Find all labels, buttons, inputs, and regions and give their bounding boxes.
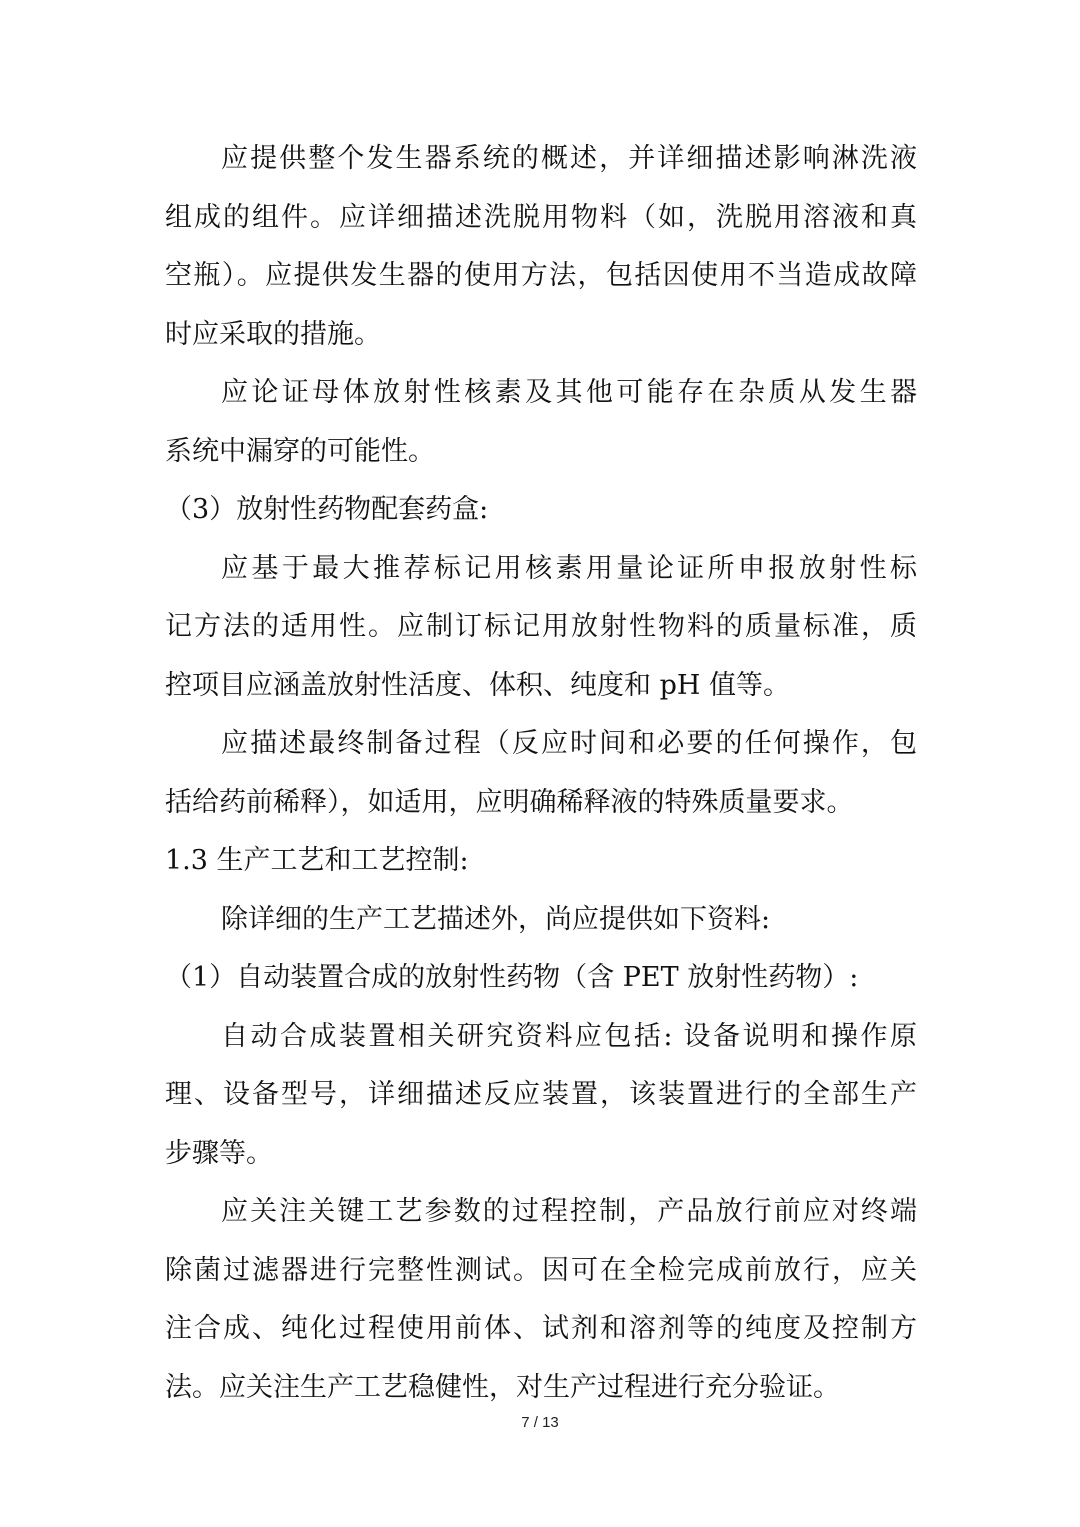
text-line: 除菌过滤器进行完整性测试。因可在全检完成前放行，应关	[165, 1254, 917, 1286]
text-line: 应描述最终制备过程（反应时间和必要的任何操作，包	[221, 728, 917, 759]
text-line: 法。应关注生产工艺稳健性，对生产过程进行充分验证。	[165, 1371, 840, 1403]
text-line: 括给药前稀释），如适用，应明确稀释液的特殊质量要求。	[165, 786, 854, 818]
text-line: 组成的组件。应详细描述洗脱用物料（如，洗脱用溶液和真	[165, 201, 917, 233]
text-line: 系统中漏穿的可能性。	[165, 435, 435, 467]
text-line: 除详细的生产工艺描述外，尚应提供如下资料:	[221, 903, 771, 935]
text-line: 应提供整个发生器系统的概述，并详细描述影响淋洗液	[221, 143, 917, 174]
text-line: 记方法的适用性。应制订标记用放射性物料的质量标准，质	[165, 611, 917, 642]
page-number: 7 / 13	[521, 1414, 559, 1431]
text-line: 应论证母体放射性核素及其他可能存在杂质从发生器	[221, 377, 917, 408]
text-line: 注合成、纯化过程使用前体、试剂和溶剂等的纯度及控制方	[165, 1313, 917, 1344]
section-heading: （3）放射性药物配套药盒:	[165, 494, 489, 525]
text-line: 理、设备型号，详细描述反应装置，该装置进行的全部生产	[165, 1079, 917, 1110]
text-line: 自动合成装置相关研究资料应包括: 设备说明和操作原	[221, 1020, 917, 1052]
text-line: 应基于最大推荐标记用核素用量论证所申报放射性标	[221, 552, 917, 584]
section-heading: （1）自动装置合成的放射性药物（含 PET 放射性药物）:	[165, 962, 859, 993]
section-heading: 1.3 生产工艺和工艺控制:	[165, 845, 469, 876]
text-line: 步骤等。	[165, 1137, 273, 1169]
text-line: 控项目应涵盖放射性活度、体积、纯度和 pH 值等。	[165, 669, 790, 701]
text-line: 时应采取的措施。	[165, 318, 381, 350]
document-body	[165, 130, 917, 1417]
text-line: 应关注关键工艺参数的过程控制，产品放行前应对终端	[221, 1196, 917, 1227]
text-line: 空瓶）。应提供发生器的使用方法，包括因使用不当造成故障	[165, 260, 917, 291]
